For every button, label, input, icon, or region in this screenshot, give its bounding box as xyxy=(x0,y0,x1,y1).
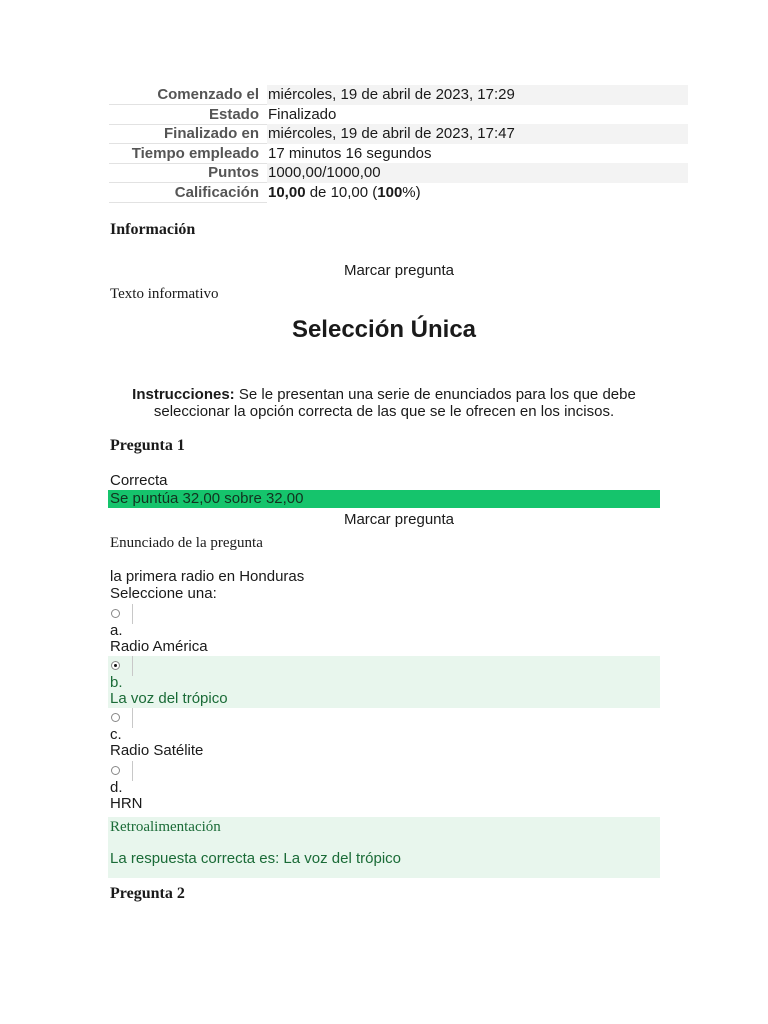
radio-button-checked[interactable] xyxy=(111,661,120,670)
feedback-label: Retroalimentación xyxy=(110,819,221,835)
answer-option-a[interactable] xyxy=(108,604,660,656)
grade-value xyxy=(267,183,688,203)
attempt-summary-table xyxy=(109,85,688,203)
summary-value: 17 minutos 16 segundos xyxy=(268,144,432,162)
summary-value: miércoles, 19 de abril de 2023, 17:29 xyxy=(267,85,688,105)
summary-row xyxy=(109,163,688,183)
flag-question-link[interactable]: Marcar pregunta xyxy=(343,511,455,528)
instructions-text: Se le presentan una serie de enunciados para los que debe seleccionar la opción correcta de las que se le ofrecen en los incisos. xyxy=(153,386,636,420)
info-heading: Información xyxy=(110,221,196,238)
divider xyxy=(132,708,133,728)
question-state: Correcta xyxy=(110,472,168,489)
divider xyxy=(132,604,133,624)
summary-value: 1000,00/1000,00 xyxy=(267,163,688,183)
summary-row xyxy=(109,85,688,105)
instructions xyxy=(110,386,658,420)
answer-option-b[interactable] xyxy=(108,656,660,708)
question-2-title: Pregunta 2 xyxy=(110,885,185,902)
radio-button[interactable] xyxy=(111,609,120,618)
question-statement-label: Enunciado de la pregunta xyxy=(110,535,263,551)
answer-option-c[interactable] xyxy=(108,708,660,760)
summary-label: Tiempo empleado xyxy=(109,144,267,164)
answer-letter: d. xyxy=(110,779,123,796)
grade-tail: %) xyxy=(402,183,421,201)
flag-question-link[interactable]: Marcar pregunta xyxy=(343,262,455,279)
answer-text: Radio América xyxy=(110,638,208,655)
divider xyxy=(132,656,133,676)
answer-text: HRN xyxy=(110,795,143,812)
grade-of-text: de 10,00 ( xyxy=(305,183,378,201)
radio-button[interactable] xyxy=(111,766,120,775)
answer-option-d[interactable] xyxy=(108,761,660,813)
summary-label: Estado xyxy=(109,105,267,125)
answer-prompt: Seleccione una: xyxy=(110,585,217,602)
grade-percent: 100 xyxy=(377,183,403,201)
summary-label: Finalizado en xyxy=(109,124,267,144)
answer-letter: c. xyxy=(110,726,122,743)
question-1-title: Pregunta 1 xyxy=(110,437,185,454)
section-title: Selección Única xyxy=(291,316,477,343)
summary-row xyxy=(109,105,688,125)
answer-letter: a. xyxy=(110,622,123,639)
radio-button[interactable] xyxy=(111,713,120,722)
summary-label: Calificación xyxy=(109,183,267,203)
answer-letter: b. xyxy=(110,674,123,691)
summary-row xyxy=(109,124,688,144)
divider xyxy=(132,761,133,781)
summary-row-grade xyxy=(109,183,688,203)
grade-score: 10,00 xyxy=(268,183,306,201)
answer-text: La voz del trópico xyxy=(110,690,228,707)
summary-value: Finalizado xyxy=(268,105,337,123)
answer-text: Radio Satélite xyxy=(110,742,204,759)
question-text: la primera radio en Honduras xyxy=(110,568,305,585)
feedback-text: La respuesta correcta es: La voz del trópico xyxy=(110,850,401,867)
summary-label: Puntos xyxy=(109,163,267,183)
summary-value: miércoles, 19 de abril de 2023, 17:47 xyxy=(267,124,688,144)
question-grade-bar: Se puntúa 32,00 sobre 32,00 xyxy=(108,490,660,508)
summary-label: Comenzado el xyxy=(109,85,267,105)
summary-row xyxy=(109,144,688,164)
info-text-label: Texto informativo xyxy=(110,286,219,302)
feedback-box xyxy=(108,817,660,878)
instructions-label: Instrucciones: xyxy=(132,386,235,403)
